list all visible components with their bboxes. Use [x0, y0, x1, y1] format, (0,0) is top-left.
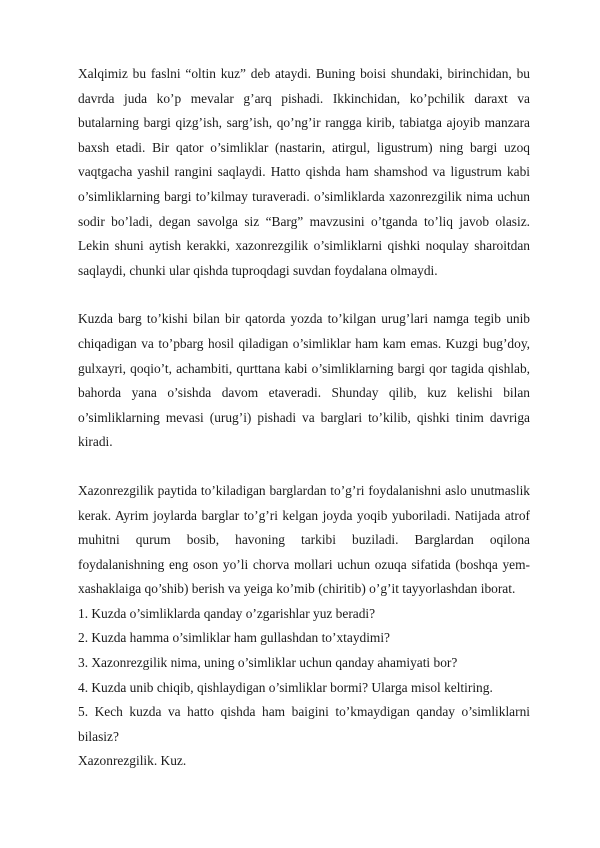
paragraph-golden-autumn: Xalqimiz bu faslni “oltin kuz” deb ataydi. Buning boisi shundaki, birinchidan, bu davrda juda ko’p mevalar g’arq pishadi. Ikkinchidan, ko’pchilik daraxt va butalarning bargi qizg’ish, sarg’ish, qo’ng’ir rangga kirib, tabiatga ajoyib manzara baxsh etadi. Bir qator o’simliklar (nastarin, atirgul, ligustrum) ning bargi uzoq vaqtgacha yashil rangini saqlaydi. Hatto qishda ham shamshod va ligustrum kabi o’simliklarning bargi to’kilmay turaveradi. o’simliklarda xazonrezgilik nima uchun sodir bo’ladi, degan savolga siz “Barg” mavzusini o’tganda to’liq javob olasiz. Lekin shuni aytish kerakki, xazonrezgilik o’simliklarni qishki noqulay sharoitdan saqlaydi, chunki ular qishda tuproqdagi suvdan foydalana olmaydi.	[78, 66, 530, 278]
question-list	[78, 602, 530, 750]
question-item: 3. Xazonrezgilik nima, uning o’simliklar uchun qanday ahamiyati bor?	[78, 655, 458, 671]
question-item: 2. Kuzda hamma o’simliklar ham gullashdan to’xtaydimi?	[78, 630, 391, 646]
paragraph-winter-plants: Kuzda barg to’kishi bilan bir qatorda yozda to’kilgan urug’lari namga tegib unib chiqadigan va to’pbarg hosil qiladigan o’simliklar ham kam emas. Kuzgi bug’doy, gulxayri, qoqio’t, achambiti, qurttana kabi o’simliklarning bargi qor tagida qishlab, bahorda yana o’sishda davom etaveradi. Shunday qilib, kuz kelishi bilan o’simliklarning mevasi (urug’i) pishadi va barglari to’kilib, qishki tinim davriga kiradi.	[78, 311, 530, 450]
question-item: 1. Kuzda o’simliklarda qanday o’zgarishlar yuz beradi?	[78, 605, 376, 621]
document-page	[78, 62, 530, 774]
keywords-line: Xazonrezgilik. Kuz.	[78, 753, 187, 769]
question-item: 4. Kuzda unib chiqib, qishlaydigan o’simliklar bormi? Ularga misol keltiring.	[78, 679, 493, 695]
paragraph-leaf-use: Xazonrezgilik paytida to’kiladigan barglardan to’g’ri foydalanishni aslo unutmaslik kerak. Ayrim joylarda barglar to’g’ri kelgan joyda yoqib yuboriladi. Natijada atrof muhitni qurum bosib, havoning tarkibi buziladi. Barglardan oqilona foydalanishning eng oson yo’li chorva mollari uchun ozuqa sifatida (boshqa yem-xashaklaiga qo’shib) berish va yeiga ko’mib (chiritib) o’g’it tayyorlashdan iborat.	[78, 482, 530, 597]
question-item: 5. Kech kuzda va hatto qishda ham baigini to’kmaydigan qanday o’simliklarni bilasiz?	[78, 704, 530, 744]
